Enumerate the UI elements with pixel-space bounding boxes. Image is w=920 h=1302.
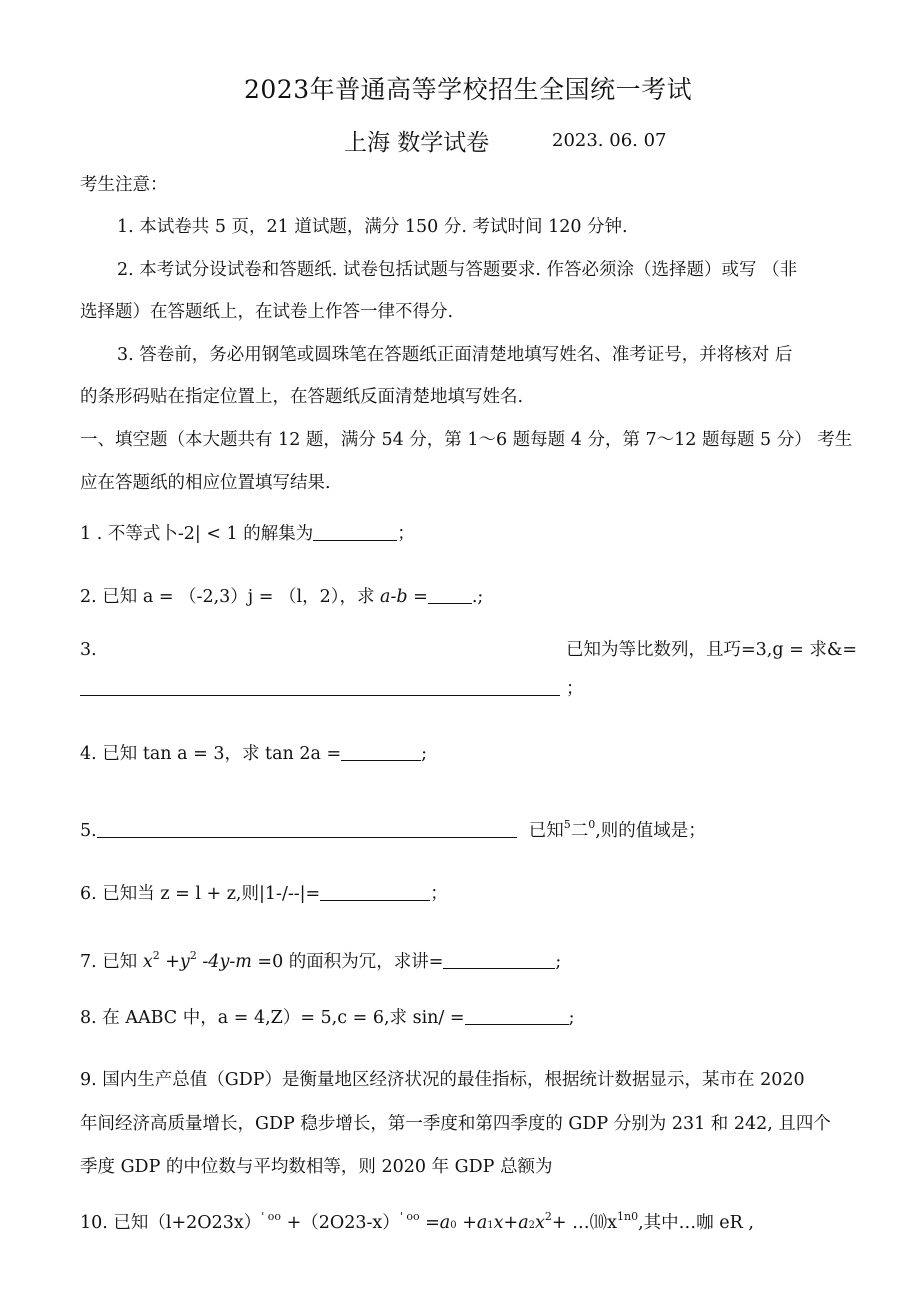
answer-blank-7[interactable] bbox=[443, 950, 555, 969]
question-10-dots: …⑽x bbox=[566, 1213, 617, 1233]
question-9-line-3: 季度 GDP 的中位数与平均数相等，则 2020 年 GDP 总额为 bbox=[80, 1157, 553, 1177]
question-5-superscript-1: 5 bbox=[563, 818, 571, 831]
question-7-end: ; bbox=[555, 952, 562, 972]
question-9-line-1: 9. 国内生产总值（GDP）是衡量地区经济状况的最佳指标，根据统计数据显示，某市在 2020 bbox=[80, 1070, 805, 1090]
question-5-tail: ,则的值域是； bbox=[595, 821, 706, 841]
exam-date: 2023. 06. 07 bbox=[552, 130, 667, 151]
question-3-answer bbox=[80, 677, 584, 701]
notice-item-3-line-2: 的条形码贴在指定位置上，在答题纸反面清楚地填写姓名. bbox=[80, 387, 524, 407]
answer-blank-6[interactable] bbox=[320, 882, 430, 901]
question-5-text: 已知 bbox=[528, 821, 564, 841]
question-7-tail: 0 的面积为冗，求讲= bbox=[272, 952, 444, 972]
question-1-text: 1 . 不等式卜-2| < 1 的解集为 bbox=[80, 524, 314, 544]
question-10-x: x+a bbox=[493, 1213, 529, 1233]
exam-subtitle: 上海 数学试卷 bbox=[344, 130, 490, 156]
answer-blank-8[interactable] bbox=[465, 1006, 569, 1025]
question-10-sub-1: 1 bbox=[487, 1220, 494, 1231]
notice-item-2-line-1: 2. 本考试分设试卷和答题纸. 试卷包括试题与答题要求. 作答必须涂（选择题）或写 （非 bbox=[117, 260, 798, 280]
question-3-text: 已知为等比数列，且巧=3,g = 求&= bbox=[566, 640, 858, 660]
question-10-eq: =a bbox=[419, 1213, 451, 1233]
question-8-end: ; bbox=[568, 1008, 575, 1028]
question-10-exp-3: 2 bbox=[544, 1210, 552, 1223]
question-10-sub-0: 0 bbox=[450, 1220, 457, 1231]
answer-blank-4[interactable] bbox=[341, 742, 421, 761]
question-2-text: 2. 已知 a = （-2,3）j = （l，2），求 bbox=[80, 587, 375, 607]
question-8-text: 8. 在 AABC 中，a = 4,Z）= 5,c = 6,求 sin/ = bbox=[80, 1008, 465, 1028]
question-6-end: ； bbox=[430, 884, 448, 904]
question-8 bbox=[80, 1006, 574, 1030]
question-7-rest: -4y-m = bbox=[196, 952, 273, 972]
question-10 bbox=[80, 1205, 754, 1238]
question-5-superscript-2: 0 bbox=[588, 818, 596, 831]
exam-title: 2023年普通高等学校招生全国统一考试 bbox=[244, 75, 693, 104]
question-4-text: 4. 已知 tan a = 3，求 tan 2a = bbox=[80, 744, 342, 764]
section-1-header-line-1: 一、填空题（本大题共有 12 题，满分 54 分，第 1～6 题每题 4 分，第 7～12 题每题 5 分） 考生 bbox=[80, 430, 853, 450]
question-10-mid: +（2O23-x） bbox=[281, 1213, 400, 1233]
notice-item-1: 1. 本试卷共 5 页，21 道试题，满分 150 分. 考试时间 120 分钟. bbox=[117, 217, 628, 237]
question-1 bbox=[80, 522, 415, 546]
question-3-end: ； bbox=[566, 679, 584, 699]
answer-blank-2[interactable] bbox=[428, 585, 472, 604]
question-10-exp-4: 1n0 bbox=[617, 1210, 639, 1223]
notice-item-3-line-1: 3. 答卷前，务必用钢笔或圆珠笔在答题纸正面清楚地填写姓名、准考证号，并将核对 后 bbox=[117, 345, 793, 365]
question-3-number: 3. bbox=[80, 640, 97, 660]
question-4 bbox=[80, 742, 427, 766]
question-2 bbox=[80, 585, 483, 609]
question-2-end: .; bbox=[471, 587, 484, 607]
notice-heading: 考生注意： bbox=[80, 175, 168, 195]
question-1-end: ； bbox=[397, 524, 415, 544]
question-10-a1: +a bbox=[456, 1213, 488, 1233]
question-4-end: ; bbox=[421, 744, 428, 764]
question-9-line-2: 年间经济高质量增长，GDP 稳步增长，第一季度和第四季度的 GDP 分别为 231 和 242, 且四个 bbox=[80, 1114, 831, 1134]
question-7-exp-2: 2 bbox=[189, 949, 197, 962]
question-7 bbox=[80, 944, 561, 974]
question-6-text: 6. 已知当 z = l + z,则|1-/--|= bbox=[80, 884, 321, 904]
question-10-plus: + bbox=[551, 1213, 567, 1233]
question-2-expr: a-b = bbox=[374, 587, 428, 607]
question-7-plus-y: +y bbox=[159, 952, 190, 972]
answer-blank-5[interactable] bbox=[97, 819, 517, 838]
section-1-header-line-2: 应在答题纸的相应位置填写结果. bbox=[80, 473, 331, 493]
question-10-prefix: 10. 已知（l+2O23x） bbox=[80, 1213, 262, 1233]
question-10-exp-1: ' oo bbox=[261, 1210, 282, 1223]
question-6 bbox=[80, 882, 448, 906]
question-5 bbox=[80, 813, 706, 843]
question-5-mid: 二 bbox=[570, 821, 589, 841]
question-7-prefix: 7. 已知 bbox=[80, 952, 143, 972]
question-7-exp-1: 2 bbox=[152, 949, 160, 962]
notice-item-2-line-2: 选择题）在答题纸上，在试卷上作答一律不得分. bbox=[80, 302, 454, 322]
question-10-sub-2: 2 bbox=[528, 1220, 536, 1231]
answer-blank-1[interactable] bbox=[313, 522, 397, 541]
question-7-x: x bbox=[142, 952, 153, 972]
question-10-exp-2: ' oo bbox=[399, 1210, 420, 1223]
question-10-x2: x bbox=[535, 1213, 545, 1233]
question-10-tail: ,其中…咖 eR , bbox=[638, 1213, 754, 1233]
answer-blank-3[interactable] bbox=[80, 677, 560, 696]
question-5-number: 5. bbox=[80, 821, 97, 841]
